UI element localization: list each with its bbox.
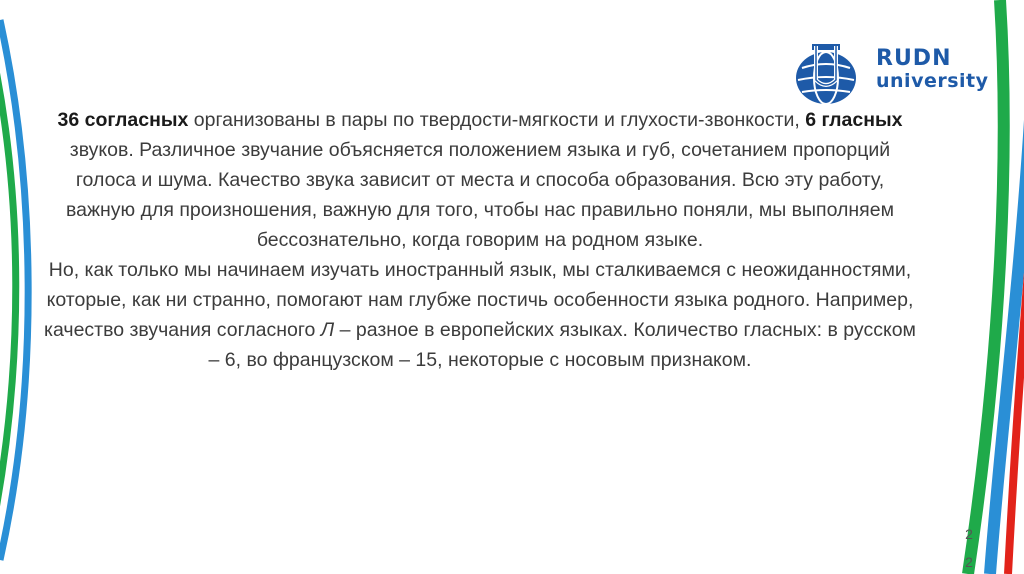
paragraph-1-text-2: звуков. Различное звучание объясняется положением языка и губ, сочетанием пропорций голоса и шума. Качество звука зависит от места и способа образования. Всю эту работу, важную для произношения, важную для того, чтобы нас правильно поняли, мы выполняем бессознательно, когда говорим на родном языке.	[66, 139, 894, 251]
logo-line2: university	[876, 70, 989, 92]
paragraph-2-text-1: Но, как только мы начинаем изучать иностранный язык, мы сталкиваемся с неожиданностями, которые, как ни странно, помогают нам глубже постичь особенности языка родного. Например, качество звучания согласного	[44, 259, 914, 341]
rudn-globe-icon	[790, 38, 862, 110]
paragraph-1-bold-1: 36 согласных	[57, 109, 189, 131]
left-blue-stripe	[0, 20, 28, 560]
paragraph-1-bold-2: 6 гласных	[805, 109, 903, 131]
left-green-stripe	[0, 60, 16, 520]
logo-wordmark	[876, 48, 989, 91]
paragraph-1-text-1: организованы в пары по твердости-мягкости и глухости-звонкости,	[188, 109, 806, 131]
logo-line1: RUDN	[876, 46, 952, 71]
paragraph-2-text-2: – разное в европейских языках. Количество гласных: в русском – 6, во французском – 15, некоторые с носовым признаком.	[208, 319, 916, 371]
paragraph-2-italic: Л	[320, 319, 335, 341]
page-number: 22	[965, 526, 973, 570]
paragraph-2	[40, 255, 920, 375]
right-red-stripe	[1008, 140, 1024, 574]
right-blue-stripe	[990, 120, 1024, 574]
slide-body-text	[40, 105, 920, 375]
paragraph-1	[40, 105, 920, 255]
rudn-logo	[790, 38, 990, 110]
